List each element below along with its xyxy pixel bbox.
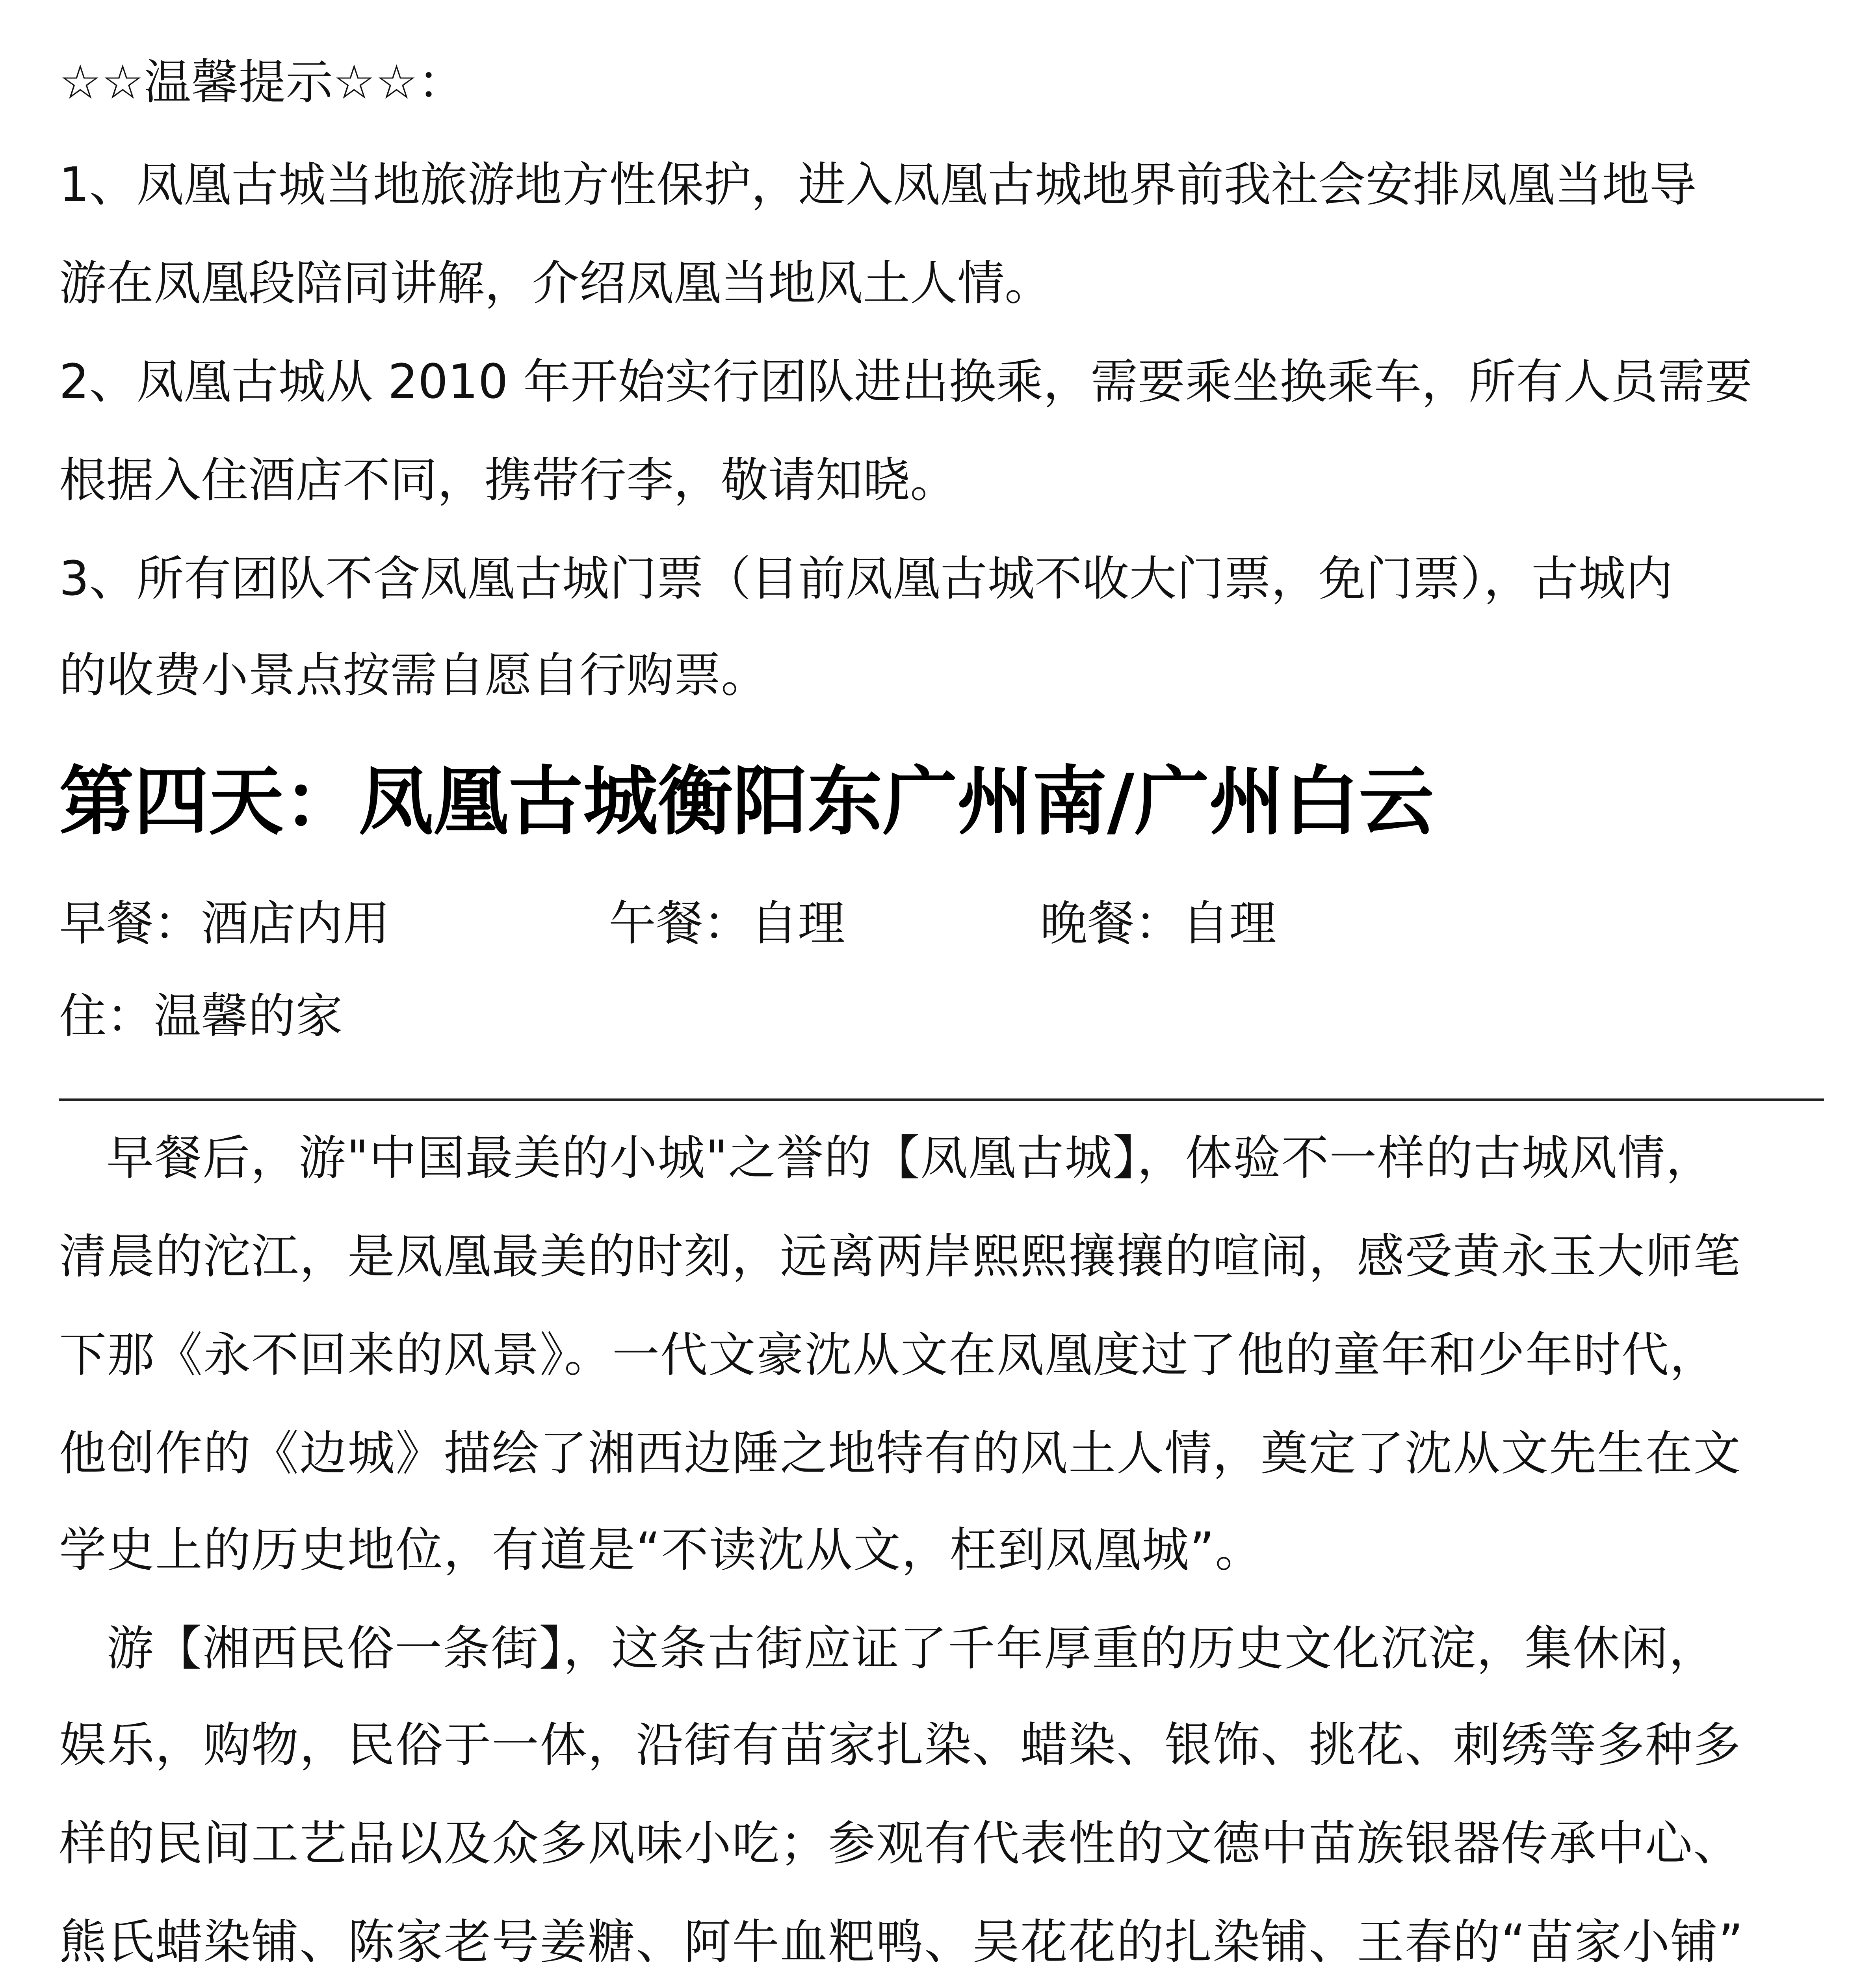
tip-3-line-2: 的收费小景点按需自愿自行购票。 [59, 648, 768, 703]
tip-2-line-1: 2、凤凰古城从 2010 年开始实行团队进出换乘，需要乘坐换乘车，所有人员需要 [59, 355, 1753, 409]
dinner-info: 晚餐：自理 [1040, 896, 1276, 951]
paragraph-1-line-4: 他创作的《边城》描绘了湘西边陲之地特有的风土人情，奠定了沈从文先生在文 [59, 1426, 1741, 1481]
paragraph-2-line-2: 娱乐，购物，民俗于一体，沿街有苗家扎染、蜡染、银饰、挑花、刺绣等多种多 [59, 1718, 1741, 1773]
paragraph-2-line-1: 游【湘西民俗一条街】，这条古街应证了千年厚重的历史文化沉淀，集休闲， [106, 1621, 1717, 1676]
paragraph-1-line-3: 下那《永不回来的风景》。一代文豪沈从文在凤凰度过了他的童年和少年时代， [59, 1328, 1718, 1383]
paragraph-1-line-2: 清晨的沱江，是凤凰最美的时刻，远离两岸熙熙攘攘的喧闹，感受黄永玉大师笔 [59, 1229, 1741, 1284]
paragraph-2-line-3: 样的民间工艺品以及众多风味小吃；参观有代表性的文德中苗族银器传承中心、 [59, 1816, 1741, 1871]
paragraph-2-line-4: 熊氏蜡染铺、陈家老号姜糖、阿牛血粑鸭、吴花花的扎染铺、王春的“苗家小铺” [59, 1915, 1744, 1970]
tip-1-line-2: 游在凤凰段陪同讲解，介绍凤凰当地风土人情。 [59, 256, 1052, 311]
lodging-info: 住：温馨的家 [59, 989, 343, 1044]
paragraph-1-line-1: 早餐后，游"中国最美的小城"之誉的【凤凰古城】，体验不一样的古城风情， [106, 1131, 1714, 1186]
tip-2-line-2: 根据入住酒店不同，携带行李，敬请知晓。 [59, 453, 957, 508]
day-title: 第四天：凤凰古城衡阳东广州南/广州白云 [59, 758, 1434, 845]
breakfast-info: 早餐：酒店内用 [59, 896, 390, 951]
tips-heading: ☆☆温馨提示☆☆： [59, 55, 465, 110]
section-divider [59, 1098, 1824, 1101]
tip-3-line-1: 3、所有团队不含凤凰古城门票（目前凤凰古城不收大门票，免门票），古城内 [59, 552, 1673, 606]
paragraph-1-line-5: 学史上的历史地位，有道是“不读沈从文，枉到凤凰城”。 [59, 1523, 1263, 1578]
lunch-info: 午餐：自理 [609, 896, 845, 951]
tip-1-line-1: 1、凤凰古城当地旅游地方性保护，进入凤凰古城地界前我社会安排凤凰当地导 [59, 158, 1697, 212]
